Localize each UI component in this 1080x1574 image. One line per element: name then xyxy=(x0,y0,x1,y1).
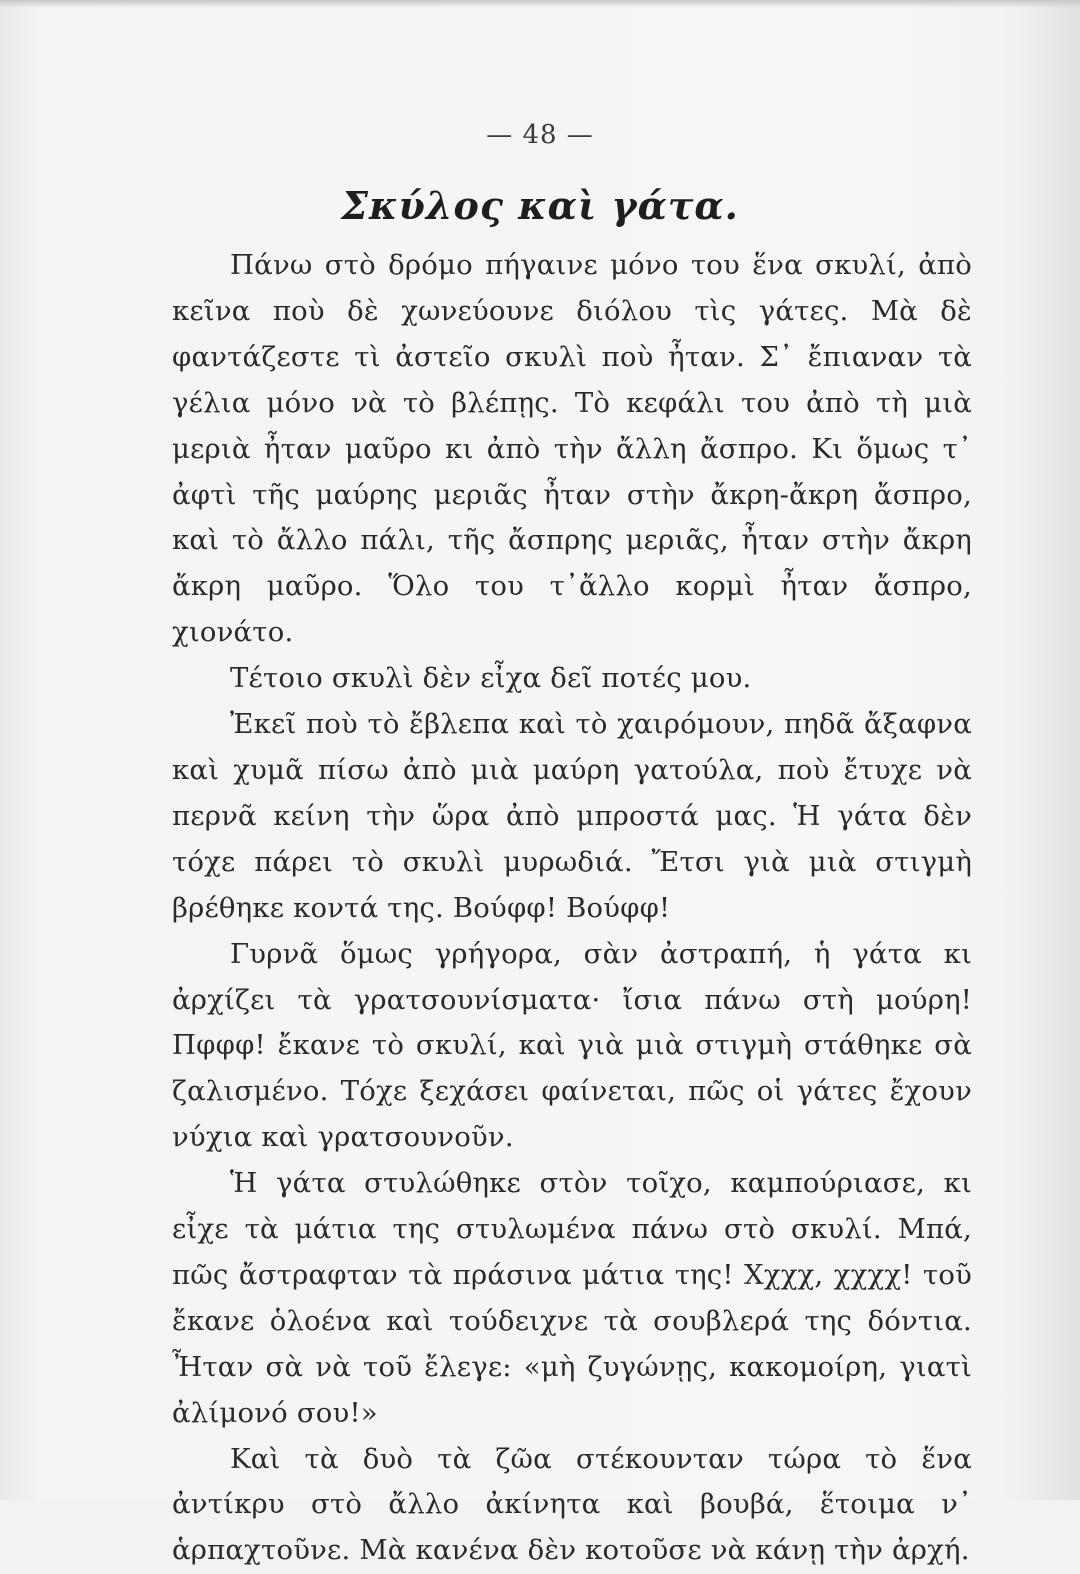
story-text xyxy=(172,243,972,1574)
paragraph-6: Καὶ τὰ δυὸ τὰ ζῶα στέκουνταν τώρα τὸ ἕνα ἀντίκρυ στὸ ἄλλο ἀκίνητα καὶ βουβά, ἕτοιμα ν᾿ ἁρπαχτοῦνε. Μὰ κανένα δὲν κοτοῦσε νὰ κάνῃ τὴν ἀρχή. xyxy=(172,1442,972,1567)
paragraph-2: Τέτοιο σκυλὶ δὲν εἶχα δεῖ ποτές μου. xyxy=(230,662,752,695)
page-number: — 48 — xyxy=(486,120,594,150)
paragraph-3: Ἐκεῖ ποὺ τὸ ἔβλεπα καὶ τὸ χαιρόμουν, πηδᾶ ἄξαφνα καὶ χυμᾶ πίσω ἀπὸ μιὰ μαύρη γατούλα, ποὺ ἔτυχε νὰ περνᾶ κείνη τὴν ὥρα ἀπὸ μπροστά μας. Ἡ γάτα δὲν τόχε πάρει τὸ σκυλὶ μυρωδιά. Ἔτσι γιὰ μιὰ στιγμὴ βρέθηκε κοντά της. Βούφφ! Βούφφ! xyxy=(172,708,972,924)
page-top-shadow xyxy=(0,0,1080,8)
paragraph-1: Πάνω στὸ δρόμο πήγαινε μόνο του ἕνα σκυλί, ἀπὸ κεῖνα ποὺ δὲ χωνεύουνε διόλου τὶς γάτες. Μὰ δὲ φαντάζεστε τὶ ἀστεῖο σκυλὶ ποὺ ἦταν. Σ᾿ ἔπιαναν τὰ γέλια μόνο νὰ τὸ βλέπῃς. Τὸ κεφάλι του ἀπὸ τὴ μιὰ μεριὰ ἦταν μαῦρο κι ἀπὸ τὴν ἄλλη ἄσπρο. Κι ὅμως τ᾿ ἀφτὶ τῆς μαύρης μεριᾶς ἦταν στὴν ἄκρη-ἄκρη ἄσπρο, καὶ τὸ ἄλλο πάλι, τῆς ἄσπρης μεριᾶς, ἦταν στὴν ἄκρη ἄκρη μαῦρο. Ὅλο του τ᾿ἄλλο κορμὶ ἦταν ἄσπρο, χιονάτο. xyxy=(172,249,972,649)
paragraph-4: Γυρνᾶ ὅμως γρήγορα, σὰν ἀστραπή, ἡ γάτα κι ἀρχίζει τὰ γρατσουνίσματα· ἴσια πάνω στὴ μούρη! Πφφφ! ἔκανε τὸ σκυλί, καὶ γιὰ μιὰ στιγμὴ στάθηκε σὰ ζαλισμένο. Τόχε ξεχάσει φαίνεται, πῶς οἱ γάτες ἔχουν νύχια καὶ γρατσουνοῦν. xyxy=(172,937,972,1154)
story-title: Σκύλος καὶ γάτα. xyxy=(341,183,739,228)
paragraph-5: Ἡ γάτα στυλώθηκε στὸν τοῖχο, καμπούριασε, κι εἶχε τὰ μάτια της στυλωμένα πάνω στὸ σκυλί. Μπά, πῶς ἄστραφταν τὰ πράσινα μάτια της! Χχχχ, χχχχ! τοῦ ἔκανε ὁλοένα καὶ τούδειχνε τὰ σουβλερά της δόντια. Ἦταν σὰ νὰ τοῦ ἔλεγε: «μὴ ζυγώνῃς, κακομοίρη, γιατὶ ἀλίμονό σου!» xyxy=(172,1167,972,1429)
